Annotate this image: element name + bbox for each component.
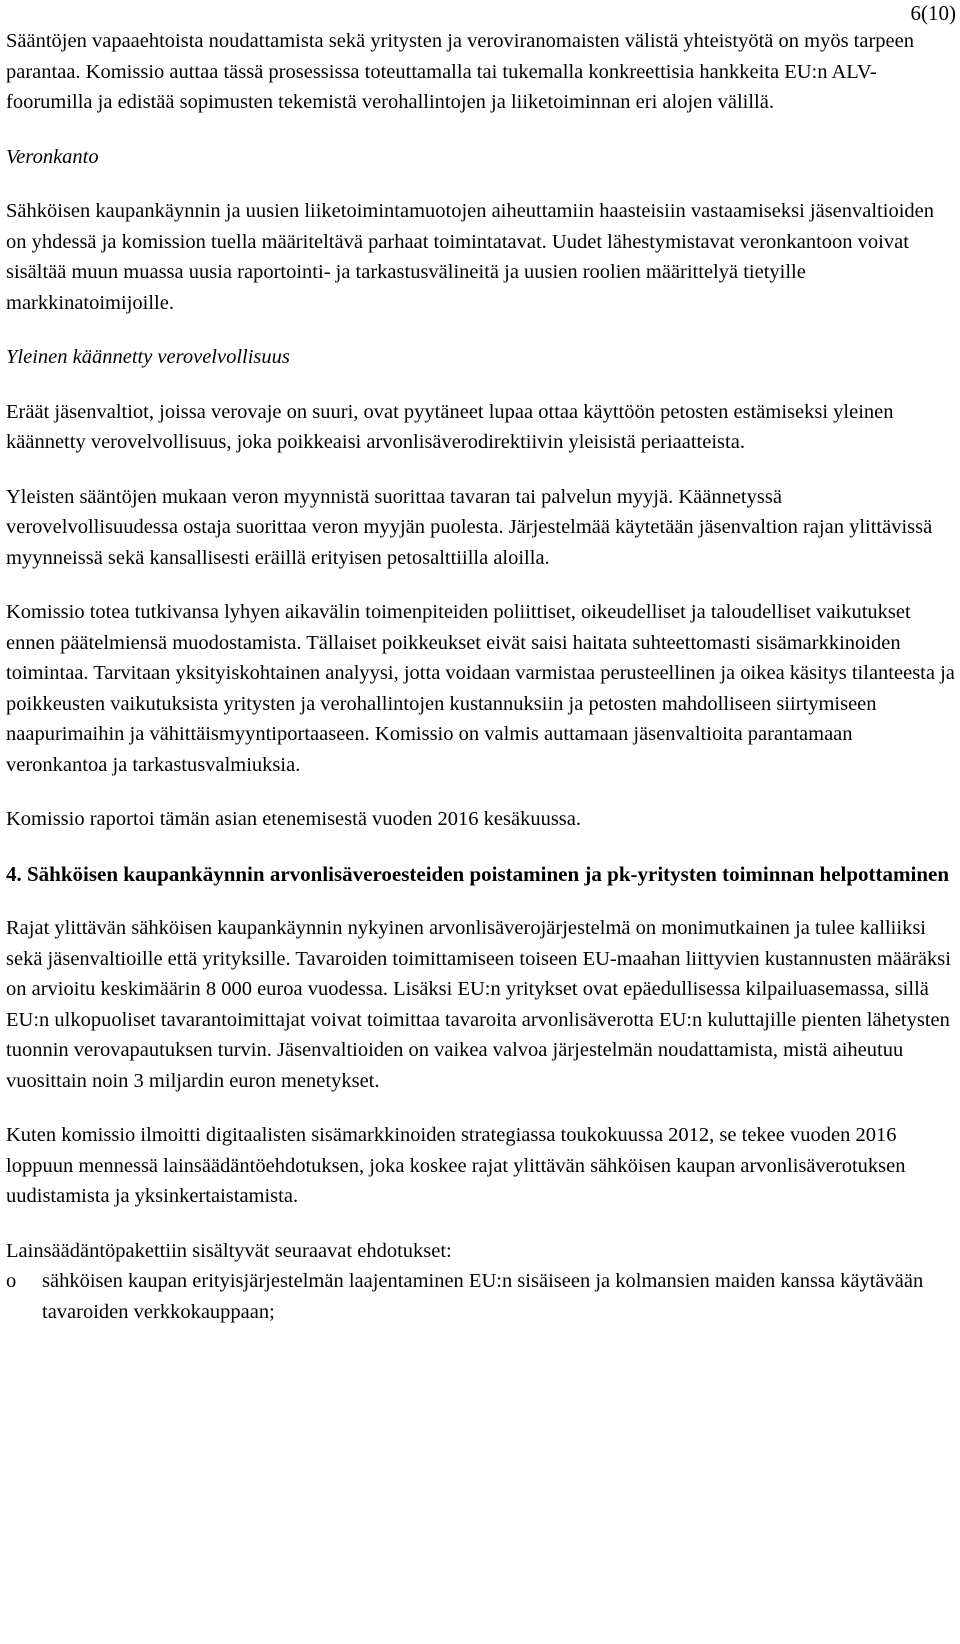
subheading-reverse-charge: Yleinen käännetty verovelvollisuus	[6, 346, 290, 368]
list-item	[6, 1266, 956, 1327]
document-page	[6, 0, 956, 1327]
paragraph-package-intro: Lainsäädäntöpakettiin sisältyvät seuraavat ehdotukset:	[6, 1239, 452, 1262]
page-number: 6(10)	[910, 1, 956, 25]
paragraph-general-rules: Yleisten sääntöjen mukaan veron myynnistä suorittaa tavaran tai palvelun myyjä. Käännetyssä verovelvollisuudessa ostaja suorittaa veron myyjän puolesta. Järjestelmää käytetään jäsenvaltion rajan ylittävissä myynneissä sekä kansallisesti eräillä erityisen petosalttiilla aloilla.	[6, 485, 933, 569]
list-item-text: sähköisen kaupan erityisjärjestelmän laajentaminen EU:n sisäiseen ja kolmansien maiden kanssa käytävään tavaroiden verkkokauppaan;	[42, 1270, 924, 1323]
paragraph-member-states-request: Eräät jäsenvaltiot, joissa verovaje on suuri, ovat pyytäneet lupaa ottaa käyttöön petosten estämiseksi yleinen käännetty verovelvollisuus, joka poikkeaisi arvonlisäverodirektiivin yleisistä periaatteista.	[6, 400, 894, 453]
paragraph-commission-study: Komissio totea tutkivansa lyhyen aikavälin toimenpiteiden poliittiset, oikeudelliset ja taloudelliset vaikutukset ennen päätelmiensä muodostamista. Tällaiset poikkeukset eivät saisi haitata suhteettomasti sisämarkkinoiden toimintaa. Tarvitaan yksityiskohtainen analyysi, jotta voidaan varmistaa perusteellinen ja oikea käsitys tilanteesta ja poikkeusten vaikutuksista yritysten ja verohallintojen kustannuksiin ja petosten mahdolliseen siirtymiseen naapurimaihin ja vähittäismyyntiportaaseen. Komissio on valmis auttamaan jäsenvaltioita parantamaan veronkantoa ja tarkastusvalmiuksia.	[6, 601, 955, 776]
paragraph-tax-collection: Sähköisen kaupankäynnin ja uusien liiketoimintamuotojen aiheuttamiin haasteisiin vastaamiseksi jäsenvaltioiden on yhdessä ja komission tuella määriteltävä parhaat toimintatavat. Uudet lähestymistavat veronkantoon voivat sisältää muun muassa uusia raportointi- ja tarkastusvälineitä ja uusien roolien määrittelyä tietyille markkinatoimijoille.	[6, 200, 934, 314]
paragraph-ecommerce-vat: Rajat ylittävän sähköisen kaupankäynnin nykyinen arvonlisäverojärjestelmä on monimutkainen ja tulee kalliiksi sekä jäsenvaltioille että yrityksille. Tavaroiden toimittamiseen toiseen EU-maahan liittyvien kustannusten määräksi on arvioitu keskimäärin 8 000 euroa vuodessa. Lisäksi EU:n yritykset ovat epäedullisessa kilpailuasemassa, sillä EU:n ulkopuoliset tavarantoimittajat voivat toimittaa tavaroita arvonlisäverotta EU:n kuluttajille pienten lähetysten tuonnin verovapautuksen turvin. Jäsenvaltioiden on vaikea valvoa järjestelmän noudattamista, mistä aiheutuu vuosittain noin 3 miljardin euron menetykset.	[6, 917, 951, 1092]
section-heading-4: 4. Sähköisen kaupankäynnin arvonlisäveroesteiden poistaminen ja pk-yritysten toiminnan helpottaminen	[6, 861, 950, 886]
subheading-veronkanto: Veronkanto	[6, 145, 99, 168]
paragraph-cooperation: Sääntöjen vapaaehtoista noudattamista sekä yritysten ja veroviranomaisten välistä yhteistyötä on myös tarpeen parantaa. Komissio auttaa tässä prosessissa toteuttamalla tai tukemalla konkreettisia hankkeita EU:n ALV-foorumilla ja edistää sopimusten tekemistä verohallintojen ja liiketoiminnan eri alojen välillä.	[6, 30, 915, 113]
bullet-marker: o	[6, 1270, 17, 1292]
paragraph-report-2016: Komissio raportoi tämän asian etenemisestä vuoden 2016 kesäkuussa.	[6, 808, 582, 830]
paragraph-dsm-strategy: Kuten komissio ilmoitti digitaalisten sisämarkkinoiden strategiassa toukokuussa 2012, se tekee vuoden 2016 loppuun mennessä lainsäädäntöehdotuksen, joka koskee rajat ylittävän sähköisen kaupan arvonlisäverotuksen uudistamista ja yksinkertaistamista.	[6, 1124, 906, 1207]
